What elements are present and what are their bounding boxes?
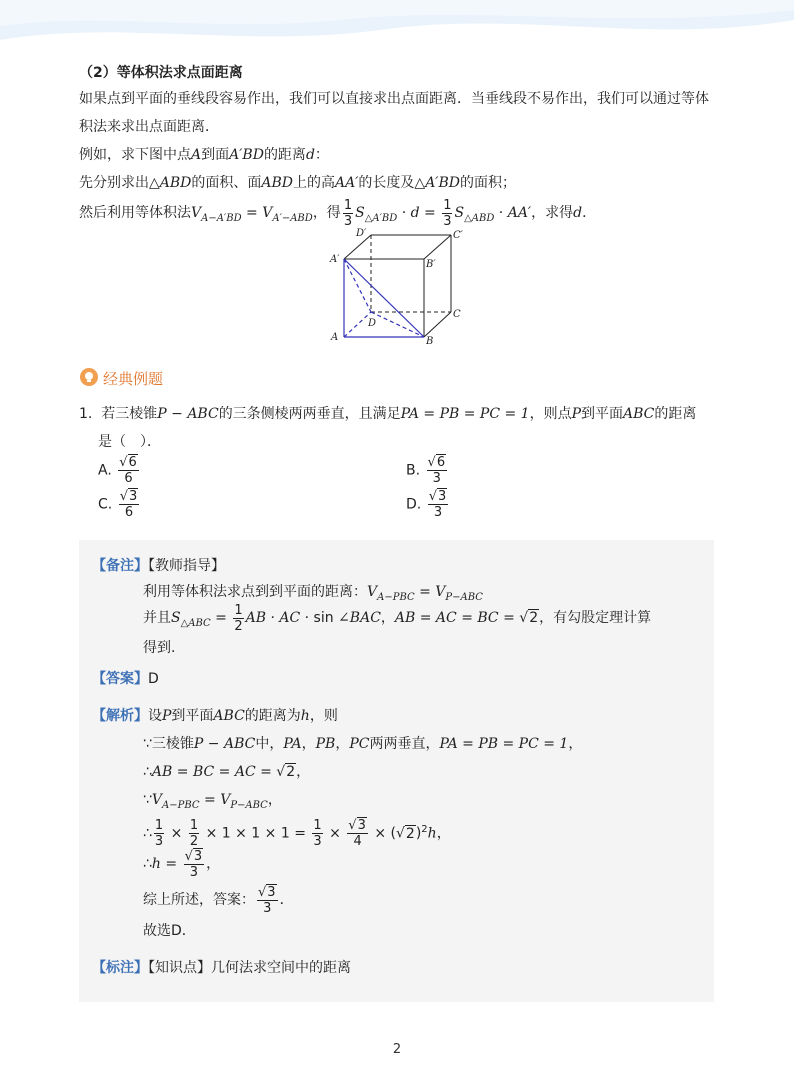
paragraph-2: 例如，求下图中点A到面A′BD的距离d： [79, 147, 329, 163]
answer-value: D [148, 671, 159, 687]
q-d: 到平面 [581, 406, 623, 422]
label-d: D [368, 318, 377, 329]
a5-therefore: ∴ [143, 825, 152, 842]
option-c-num: 3 [128, 489, 138, 504]
p3-mid2: 上的高 [293, 175, 336, 191]
answer-tag: 【答案】 [92, 671, 148, 687]
q-c: ，则点 [529, 406, 572, 422]
a1-suffix: ，则 [309, 708, 338, 724]
a1-mid: 到平面 [171, 708, 214, 724]
p3-mid1: 的面积、面 [191, 175, 262, 191]
p4-prefix: 然后利用等体积法 [79, 205, 191, 221]
q-a: 若三棱锥 [101, 406, 158, 422]
option-d[interactable]: D. $\frac{√3}{3}$ [406, 489, 447, 520]
option-b-key: B. [406, 462, 421, 479]
note-header [92, 556, 225, 576]
analysis-line-3: ∴AB = BC = AC = √2， [143, 764, 311, 780]
note-line-2: 并且$S_{\triangle ABC}$ = $\frac{1}{2}$ AB · AC · sin ∠BAC，AB = AC = BC = √2，有勾股定理计算 [143, 602, 652, 634]
option-c-den: 6 [124, 505, 134, 520]
label-b-prime: B′ [426, 259, 436, 270]
option-a-key: A. [98, 462, 112, 479]
p4-mid: ，得 [312, 205, 341, 221]
q-e: 的距离 [654, 406, 697, 422]
analysis-line-2: ∵三棱锥P − ABC中，PA，PB，PC两两垂直，PA = PB = PC = 1， [143, 736, 583, 752]
option-d-den: 3 [433, 505, 443, 520]
option-b[interactable]: B. $\frac{√6}{3}$ [406, 455, 446, 486]
cube-figure [326, 224, 466, 346]
answer-row [92, 669, 159, 689]
label-text: 【知识点】几何法求空间中的距离 [148, 960, 351, 976]
option-d-key: D. [406, 496, 422, 513]
p3-mid3: 的长度及 [358, 175, 415, 191]
p4-suffix: ，求得 [531, 205, 574, 221]
label-a: A [331, 332, 339, 343]
bulb-icon [79, 367, 99, 387]
note-1: 利用等体积法求点到到平面的距离： [143, 584, 367, 600]
section-heading: （2）等体积法求点面距离 [79, 65, 243, 81]
question-number: 1. [79, 406, 93, 422]
a7-summary: 综上所述，答案： [143, 892, 255, 908]
paragraph-3: 先分别求出△ABD的面积、面ABD上的高AA′的长度及△A′BD的面积； [79, 175, 516, 191]
analysis-tag: 【解析】 [92, 708, 148, 724]
analysis-line-6: ∴h = $\frac{√3}{3}$ ， [143, 848, 221, 880]
a1-prefix: 设 [148, 708, 162, 724]
option-b-den: 3 [432, 471, 441, 486]
note-line-1: 利用等体积法求点到到平面的距离：$V_{A-PBC} = V_{P-ABC}$ [143, 584, 483, 603]
paragraph-1b: 积法来求出点面距离． [79, 119, 219, 135]
analysis-line-8: 故选D． [143, 923, 196, 939]
analysis-line-4: $\because V_{A-PBC} = V_{P-ABC}$， [143, 792, 282, 811]
header-wave-decoration [0, 0, 794, 60]
paragraph-4: 然后利用等体积法$V_{A-A'BD} = V_{A'-ABD}$，得 $\frac{1}{3}$ $S_{\triangle A'BD} \cdot d$ = $\frac{1}{3}$ $S_{\triangle ABD} \cdot AA'$，求得d． [79, 197, 597, 229]
option-c[interactable]: C. $\frac{√3}{6}$ [98, 489, 138, 520]
option-a-den: 6 [124, 471, 133, 486]
paragraph-1a: 如果点到平面的垂线段容易作出，我们可以直接求出点面距离．当垂线段不易作出，我们可以通过等体 [79, 91, 709, 107]
q-b: 的三条侧棱两两垂直，且满足 [218, 406, 401, 422]
a2-prefix: ∵三棱锥 [143, 736, 194, 752]
option-a[interactable]: A. $\frac{√6}{6}$ [98, 455, 137, 486]
page-number: 2 [392, 1042, 402, 1057]
note-2-suffix: ，有勾股定理计算 [539, 610, 652, 626]
p3-prefix: 先分别求出 [79, 175, 149, 191]
a6-therefore: ∴ [143, 856, 152, 872]
p2-mid2: 的距离 [263, 147, 306, 163]
p2-mid: 到面 [201, 147, 230, 163]
label-d-prime: D′ [356, 228, 367, 239]
question-line-1: 1. 若三棱锥P − ABC的三条侧棱两两垂直，且满足PA = PB = PC = 1，则点P到平面ABC的距离 [79, 406, 697, 422]
note-line-3: 得到. [143, 640, 176, 656]
label-c-prime: C′ [453, 230, 463, 241]
a4-because: ∵ [143, 792, 152, 808]
a2-mid: 中， [255, 736, 284, 752]
analysis-line-1: 【解析】设P到平面ABC的距离为h，则 [92, 708, 338, 724]
label-c: C [453, 309, 461, 320]
label-tag: 【标注】 [92, 960, 148, 976]
option-b-num: 6 [436, 455, 446, 470]
question-line-2: 是（ ）． [98, 434, 161, 450]
note-head: 【教师指导】 [148, 558, 225, 574]
note-2-prefix: 并且 [143, 610, 171, 626]
a3-therefore: ∴ [143, 764, 152, 780]
p3-suffix: 的面积； [460, 175, 516, 191]
option-c-key: C. [98, 496, 113, 513]
analysis-line-7: 综上所述，答案： $\frac{√3}{3}$ ． [143, 884, 294, 916]
label-row [92, 958, 351, 978]
option-d-num: 3 [437, 489, 447, 504]
a2-mid2: 两两垂直， [369, 736, 440, 752]
analysis-line-5: ∴ $\frac{1}{3}$ × $\frac{1}{2}$ × 1 × 1 × 1 = $\frac{1}{3}$ × $\frac{√3}{4}$ × $(√2)^2h$， [143, 818, 451, 850]
option-a-num: 6 [128, 455, 137, 470]
examples-title: 经典例题 [103, 370, 164, 388]
label-a-prime: A′ [330, 254, 340, 265]
note-tag: 【备注】 [92, 558, 148, 574]
a1-mid2: 的距离为 [244, 708, 301, 724]
p2-suffix: ： [314, 147, 329, 163]
p2-prefix: 例如，求下图中点 [79, 147, 191, 163]
label-b: B [426, 336, 434, 346]
